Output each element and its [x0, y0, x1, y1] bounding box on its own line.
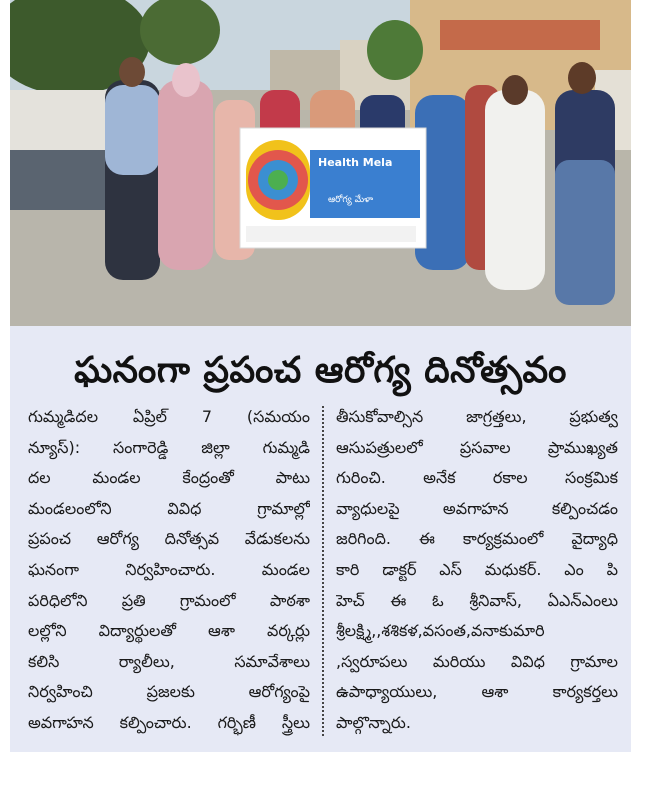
article-line: ప్రపంచ ఆరోగ్య దినోత్సవ వేడుకలను [28, 529, 310, 549]
column-divider [322, 406, 324, 736]
article-line: పరిధిలోని ప్రతి గ్రామంలో పాఠశా [28, 590, 310, 610]
article-line: గుమ్మడిదల ఏప్రిల్ 7 (సమయం [28, 407, 310, 426]
article-line: ,స్వరూపలు మరియు వివిధ గ్రామాల [336, 651, 618, 671]
news-clipping [10, 0, 631, 752]
banner-subtitle: ఆరోగ్య మేళా [328, 195, 374, 205]
article-column-right [332, 402, 618, 742]
article-headline: ఘనంగా ప్రపంచ ఆరోగ్య దినోత్సవం [74, 350, 567, 391]
article-line: తీసుకోవాల్సిన జాగ్రత్తలు, ప్రభుత్వ [336, 407, 618, 426]
article-line: ఘనంగా నిర్వహించారు. మండల [28, 559, 310, 579]
article-column-left [28, 402, 322, 742]
article-line: వ్యాధులపై అవగాహన కల్పించడం [336, 498, 618, 518]
news-photo [10, 0, 631, 326]
article-line: శ్రీలక్ష్మి,,శశికళ,వసంత,వనాకుమారి [336, 621, 545, 641]
article-line: అవగాహన కల్పించారు. గర్భిణీ స్త్రీలు [28, 712, 310, 732]
article-line: లల్లోని విద్యార్థులతో ఆశా వర్కర్లు [28, 621, 310, 641]
article-line: కారి డాక్టర్ ఎస్ మధుకర్. ఎం పి [336, 559, 618, 579]
article-line: ఆసుపత్రులలో ప్రసవాల ప్రాముఖ్యత [336, 437, 618, 457]
article-line: గురించి. అనేక రకాల సంక్రమిక [336, 468, 618, 488]
article-line: హెచ్ ఈ ఓ శ్రీనివాస్, ఏఎన్ఎంలు [336, 590, 618, 610]
article-line: న్యూస్): సంగారెడ్డి జిల్లా గుమ్మడి [28, 437, 310, 457]
article-line: దల మండల కేంద్రంతో పాటు [28, 468, 310, 488]
article-line: మండలంలోని వివిధ గ్రామాల్లో [28, 498, 310, 518]
article-line: నిర్వహించి ప్రజలకు ఆరోగ్యంపై [28, 682, 310, 702]
article-line: కలిసి ర్యాలీలు, సమావేశాలు [28, 651, 310, 671]
banner-title: Health Mela [318, 156, 393, 169]
article-line: జరిగింది. ఈ కార్యక్రమంలో వైద్యాధి [336, 529, 618, 549]
article-line: పాల్గొన్నారు. [336, 712, 411, 732]
article-body [28, 402, 618, 742]
article-line: ఉపాధ్యాయులు, ఆశా కార్యకర్తలు [336, 682, 618, 702]
